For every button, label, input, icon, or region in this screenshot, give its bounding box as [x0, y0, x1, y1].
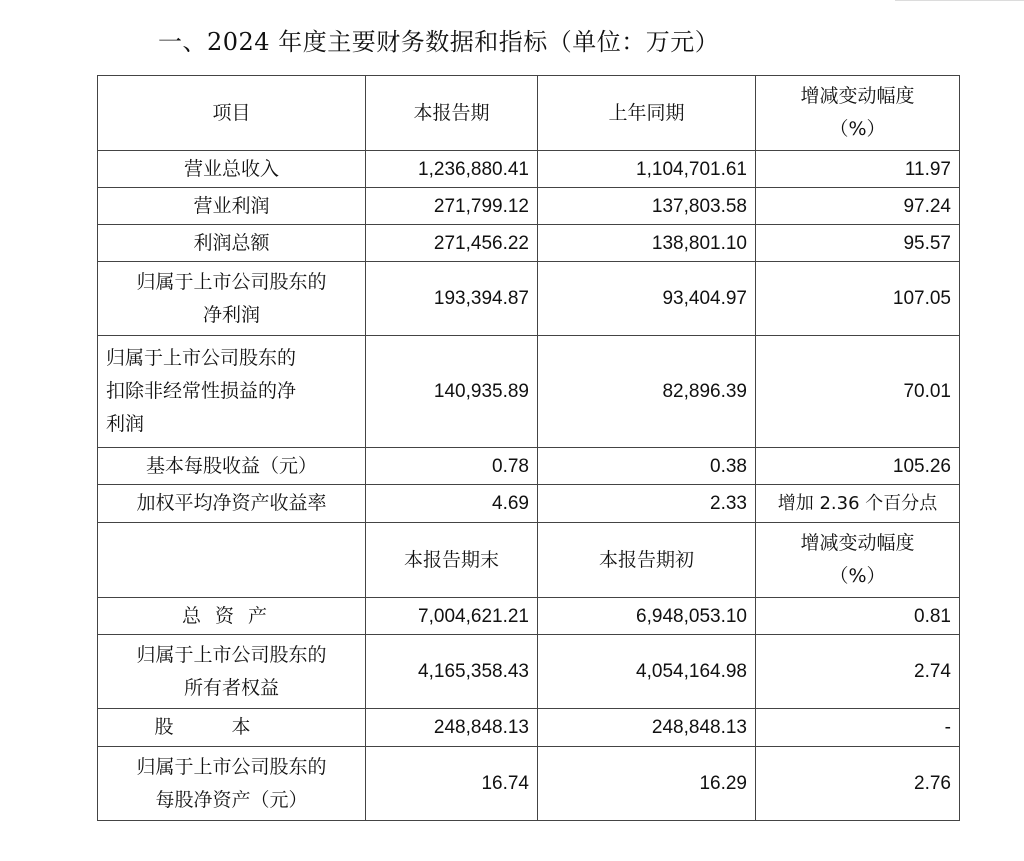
row-previous: 248,848.13: [538, 709, 756, 747]
row-label-line1: 归属于上市公司股东的: [136, 643, 327, 666]
row-current: 4,165,358.43: [366, 635, 538, 709]
row-change: 2.76: [756, 747, 960, 821]
row-change: 105.26: [756, 448, 960, 485]
row-label: 基本每股收益（元）: [98, 448, 366, 485]
table-row: [98, 485, 960, 523]
header-item: 项目: [98, 76, 366, 151]
row-current: 248,848.13: [366, 709, 538, 747]
row-change: 11.97: [756, 151, 960, 188]
financial-data-table: [97, 75, 960, 821]
row-change: 97.24: [756, 188, 960, 225]
row-previous: 6,948,053.10: [538, 598, 756, 635]
table-row: [98, 151, 960, 188]
header-current-period: 本报告期: [366, 76, 538, 151]
header-previous-period: 上年同期: [538, 76, 756, 151]
row-label-line1: 归属于上市公司股东的: [106, 347, 297, 369]
row-label-line3: 利润: [106, 413, 145, 435]
table-row: [98, 635, 960, 709]
header-change-line1: 增减变动幅度: [800, 532, 915, 554]
table-row: [98, 747, 960, 821]
row-label-line2: 扣除非经常性损益的净: [106, 380, 297, 402]
row-label: 总资产: [98, 598, 366, 635]
table-row: [98, 225, 960, 262]
row-previous: 82,896.39: [538, 336, 756, 448]
row-previous: 16.29: [538, 747, 756, 821]
header-change-line2: （%）: [829, 565, 886, 587]
table-row: [98, 448, 960, 485]
table-header-row: [98, 76, 960, 151]
header-change: [756, 76, 960, 151]
table-header-row: [98, 523, 960, 598]
row-previous: 138,801.10: [538, 225, 756, 262]
row-label: 股本: [98, 709, 366, 747]
row-change: 增加 2.36 个百分点: [756, 485, 960, 523]
table-row: [98, 709, 960, 747]
row-previous: 1,104,701.61: [538, 151, 756, 188]
row-label-line1: 归属于上市公司股东的: [136, 270, 327, 293]
row-current: 0.78: [366, 448, 538, 485]
header-period-end: 本报告期末: [366, 523, 538, 598]
row-label: 利润总额: [98, 225, 366, 262]
row-current: 271,456.22: [366, 225, 538, 262]
header-item: [98, 523, 366, 598]
header-change-line1: 增减变动幅度: [800, 85, 915, 107]
row-change: 2.74: [756, 635, 960, 709]
row-current: 7,004,621.21: [366, 598, 538, 635]
row-label: 营业利润: [98, 188, 366, 225]
row-change: 107.05: [756, 262, 960, 336]
row-previous: 4,054,164.98: [538, 635, 756, 709]
table-row: [98, 188, 960, 225]
table-row: [98, 336, 960, 448]
row-previous: 93,404.97: [538, 262, 756, 336]
row-previous: 0.38: [538, 448, 756, 485]
row-label: 营业总收入: [98, 151, 366, 188]
row-label-line2: 所有者权益: [183, 676, 279, 699]
row-current: 16.74: [366, 747, 538, 821]
row-label: [98, 262, 366, 336]
row-label: [98, 336, 366, 448]
top-divider: [895, 0, 1024, 1]
row-change: 70.01: [756, 336, 960, 448]
table-row: [98, 262, 960, 336]
row-current: 271,799.12: [366, 188, 538, 225]
row-change: 0.81: [756, 598, 960, 635]
row-label-line2: 每股净资产（元）: [155, 788, 308, 811]
row-current: 140,935.89: [366, 336, 538, 448]
row-label-line2: 净利润: [202, 303, 260, 326]
row-current: 193,394.87: [366, 262, 538, 336]
row-previous: 2.33: [538, 485, 756, 523]
row-label: [98, 747, 366, 821]
row-label-line1: 归属于上市公司股东的: [136, 755, 327, 778]
row-change: -: [756, 709, 960, 747]
row-current: 1,236,880.41: [366, 151, 538, 188]
header-change-line2: （%）: [829, 118, 886, 140]
header-period-start: 本报告期初: [538, 523, 756, 598]
header-change: [756, 523, 960, 598]
section-title: 一、2024 年度主要财务数据和指标（单位：万元）: [158, 28, 720, 56]
row-label: [98, 635, 366, 709]
row-label: 加权平均净资产收益率: [98, 485, 366, 523]
row-change: 95.57: [756, 225, 960, 262]
table-row: [98, 598, 960, 635]
row-previous: 137,803.58: [538, 188, 756, 225]
row-current: 4.69: [366, 485, 538, 523]
